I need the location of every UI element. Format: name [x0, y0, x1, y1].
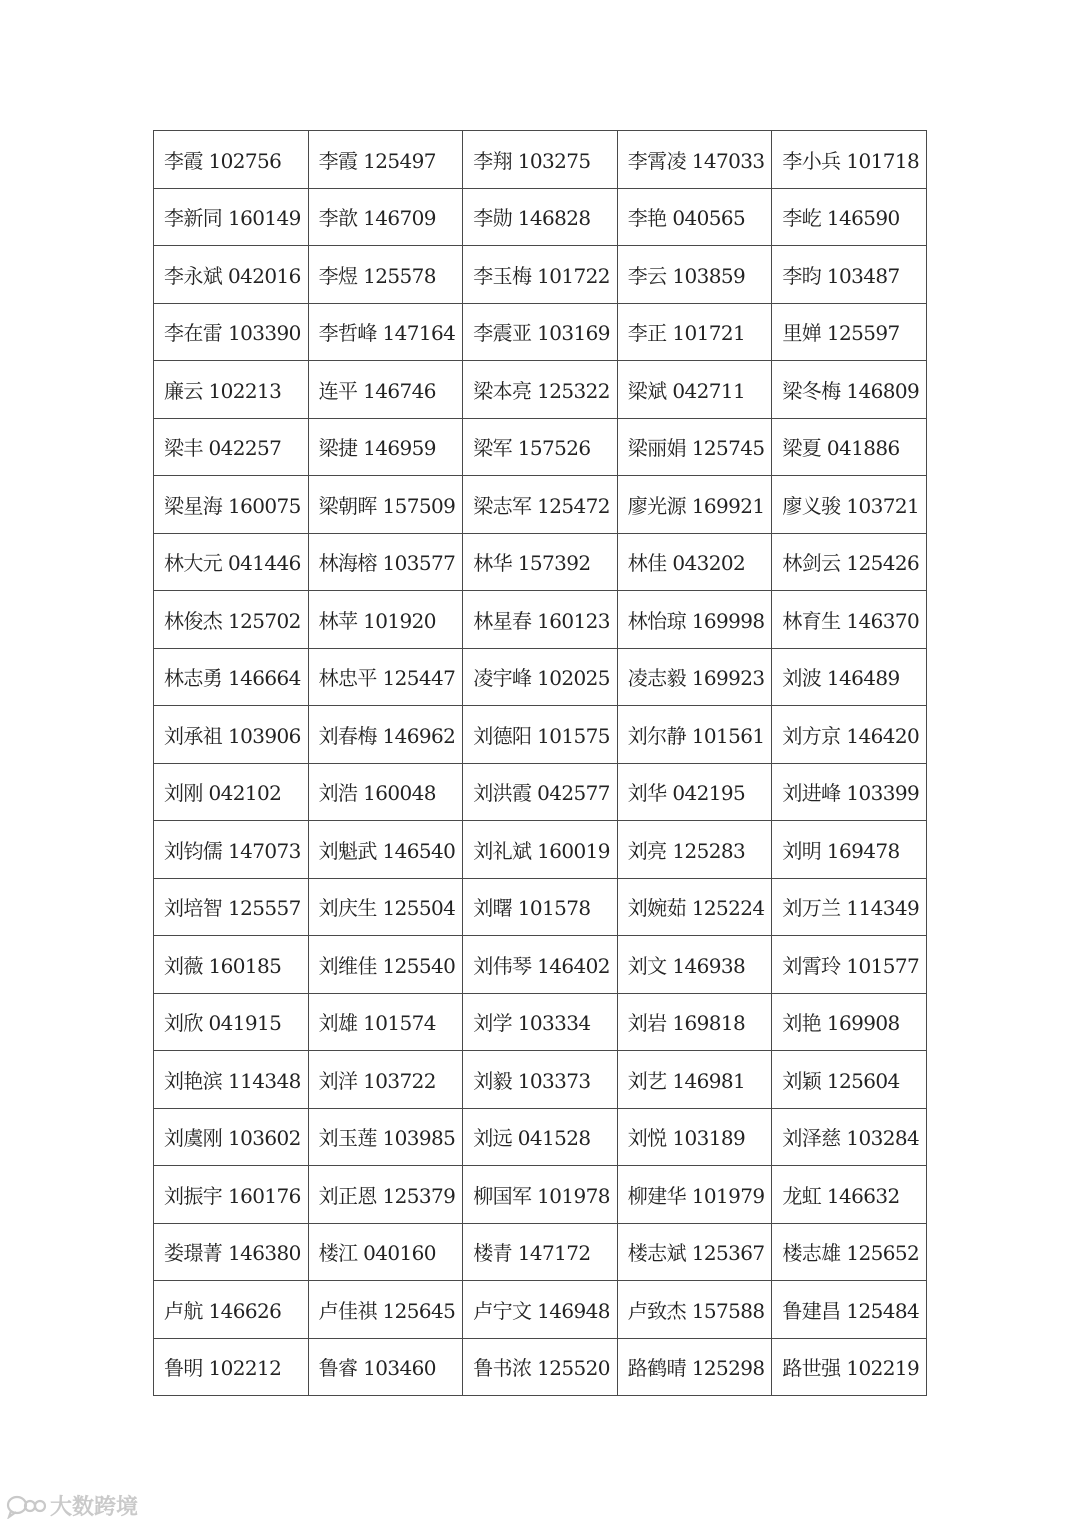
table-cell: 刘艳滨 114348 — [154, 1051, 309, 1109]
table-cell: 李煜 125578 — [308, 246, 463, 304]
table-cell: 楼志雄 125652 — [772, 1223, 927, 1281]
watermark — [6, 1490, 138, 1521]
table-cell: 刘波 146489 — [772, 648, 927, 706]
table-row — [154, 476, 927, 534]
table-row — [154, 821, 927, 879]
table-cell: 柳国军 101978 — [463, 1166, 618, 1224]
table-row — [154, 1051, 927, 1109]
table-row — [154, 1166, 927, 1224]
table-cell: 刘尔静 101561 — [617, 706, 772, 764]
table-row — [154, 1108, 927, 1166]
table-cell: 李霄凌 147033 — [617, 131, 772, 189]
table-cell: 刘欣 041915 — [154, 993, 309, 1051]
table-cell: 李翔 103275 — [463, 131, 618, 189]
table-cell: 刘婉茹 125224 — [617, 878, 772, 936]
table-cell: 刘魁武 146540 — [308, 821, 463, 879]
chat-bubbles-icon — [6, 1493, 46, 1519]
table-cell: 连平 146746 — [308, 361, 463, 419]
table-cell: 刘艳 169908 — [772, 993, 927, 1051]
table-cell: 林忠平 125447 — [308, 648, 463, 706]
table-cell: 李正 101721 — [617, 303, 772, 361]
table-cell: 刘颖 125604 — [772, 1051, 927, 1109]
table-cell: 路鹤晴 125298 — [617, 1338, 772, 1396]
table-cell: 路世强 102219 — [772, 1338, 927, 1396]
table-cell: 林剑云 125426 — [772, 533, 927, 591]
table-cell: 刘亮 125283 — [617, 821, 772, 879]
table-cell: 刘钧儒 147073 — [154, 821, 309, 879]
table-cell: 刘春梅 146962 — [308, 706, 463, 764]
table-cell: 梁本亮 125322 — [463, 361, 618, 419]
table-cell: 刘泽慈 103284 — [772, 1108, 927, 1166]
table-cell: 梁志军 125472 — [463, 476, 618, 534]
table-cell: 梁夏 041886 — [772, 418, 927, 476]
table-cell: 刘正恩 125379 — [308, 1166, 463, 1224]
table-cell: 梁军 157526 — [463, 418, 618, 476]
table-cell: 李昀 103487 — [772, 246, 927, 304]
table-cell: 林俊杰 125702 — [154, 591, 309, 649]
table-cell: 刘学 103334 — [463, 993, 618, 1051]
table-cell: 鲁明 102212 — [154, 1338, 309, 1396]
table-cell: 楼志斌 125367 — [617, 1223, 772, 1281]
table-cell: 卢宁文 146948 — [463, 1281, 618, 1339]
table-cell: 梁斌 042711 — [617, 361, 772, 419]
table-cell: 刘悦 103189 — [617, 1108, 772, 1166]
table-cell: 李新同 160149 — [154, 188, 309, 246]
table-cell: 刘万兰 114349 — [772, 878, 927, 936]
table-cell: 李玉梅 101722 — [463, 246, 618, 304]
table-row — [154, 648, 927, 706]
table-cell: 廉云 102213 — [154, 361, 309, 419]
table-row — [154, 993, 927, 1051]
table-cell: 刘明 169478 — [772, 821, 927, 879]
table-cell: 刘德阳 101575 — [463, 706, 618, 764]
table-row — [154, 246, 927, 304]
table-cell: 林华 157392 — [463, 533, 618, 591]
table-cell: 李歆 146709 — [308, 188, 463, 246]
table-cell: 李勋 146828 — [463, 188, 618, 246]
table-cell: 廖义骏 103721 — [772, 476, 927, 534]
table-cell: 李云 103859 — [617, 246, 772, 304]
table-cell: 娄璟菁 146380 — [154, 1223, 309, 1281]
table-cell: 林育生 146370 — [772, 591, 927, 649]
table-cell: 刘礼斌 160019 — [463, 821, 618, 879]
table-row — [154, 763, 927, 821]
table-cell: 刘艺 146981 — [617, 1051, 772, 1109]
table-row — [154, 188, 927, 246]
table-row — [154, 591, 927, 649]
table-cell: 卢佳祺 125645 — [308, 1281, 463, 1339]
table-cell: 刘进峰 103399 — [772, 763, 927, 821]
table-cell: 林佳 043202 — [617, 533, 772, 591]
table-body — [154, 131, 927, 1396]
table-cell: 凌宇峰 102025 — [463, 648, 618, 706]
table-cell: 刘曙 101578 — [463, 878, 618, 936]
table-cell: 刘华 042195 — [617, 763, 772, 821]
table-cell: 柳建华 101979 — [617, 1166, 772, 1224]
table-cell: 鲁睿 103460 — [308, 1338, 463, 1396]
table-row — [154, 1338, 927, 1396]
table-cell: 鲁书浓 125520 — [463, 1338, 618, 1396]
table-cell: 李霞 102756 — [154, 131, 309, 189]
table-row — [154, 131, 927, 189]
table-cell: 李艳 040565 — [617, 188, 772, 246]
table-cell: 刘庆生 125504 — [308, 878, 463, 936]
table-cell: 刘刚 042102 — [154, 763, 309, 821]
table-cell: 鲁建昌 125484 — [772, 1281, 927, 1339]
table-row — [154, 361, 927, 419]
table-row — [154, 418, 927, 476]
table-cell: 林怡琼 169998 — [617, 591, 772, 649]
table-row — [154, 1281, 927, 1339]
table-cell: 龙虹 146632 — [772, 1166, 927, 1224]
table-cell: 林苹 101920 — [308, 591, 463, 649]
table-cell: 刘远 041528 — [463, 1108, 618, 1166]
table-cell: 刘薇 160185 — [154, 936, 309, 994]
table-cell: 刘培智 125557 — [154, 878, 309, 936]
table-cell: 梁冬梅 146809 — [772, 361, 927, 419]
table-cell: 李在雷 103390 — [154, 303, 309, 361]
table-row — [154, 878, 927, 936]
table-cell: 刘虞刚 103602 — [154, 1108, 309, 1166]
table-cell: 刘洪霞 042577 — [463, 763, 618, 821]
table-cell: 凌志毅 169923 — [617, 648, 772, 706]
table-cell: 李霞 125497 — [308, 131, 463, 189]
table-cell: 刘浩 160048 — [308, 763, 463, 821]
table-cell: 刘维佳 125540 — [308, 936, 463, 994]
table-cell: 林星春 160123 — [463, 591, 618, 649]
table-cell: 卢航 146626 — [154, 1281, 309, 1339]
table-cell: 刘毅 103373 — [463, 1051, 618, 1109]
table-cell: 李屹 146590 — [772, 188, 927, 246]
table-cell: 李小兵 101718 — [772, 131, 927, 189]
table-cell: 刘岩 169818 — [617, 993, 772, 1051]
table-cell: 李永斌 042016 — [154, 246, 309, 304]
table-cell: 刘玉莲 103985 — [308, 1108, 463, 1166]
table-cell: 刘承祖 103906 — [154, 706, 309, 764]
table-cell: 梁丰 042257 — [154, 418, 309, 476]
table-cell: 刘霄玲 101577 — [772, 936, 927, 994]
table-cell: 刘伟琴 146402 — [463, 936, 618, 994]
table-cell: 林志勇 146664 — [154, 648, 309, 706]
table-cell: 刘洋 103722 — [308, 1051, 463, 1109]
table-row — [154, 303, 927, 361]
table-cell: 刘文 146938 — [617, 936, 772, 994]
table-cell: 梁捷 146959 — [308, 418, 463, 476]
table-row — [154, 533, 927, 591]
table-row — [154, 706, 927, 764]
name-list-table — [153, 130, 927, 1396]
table-row — [154, 1223, 927, 1281]
watermark-text: 大数跨境 — [50, 1495, 139, 1520]
table-cell: 楼江 040160 — [308, 1223, 463, 1281]
table-cell: 刘振宇 160176 — [154, 1166, 309, 1224]
table-cell: 林大元 041446 — [154, 533, 309, 591]
table-cell: 李震亚 103169 — [463, 303, 618, 361]
table-cell: 李哲峰 147164 — [308, 303, 463, 361]
table-cell: 廖光源 169921 — [617, 476, 772, 534]
table-cell: 里婵 125597 — [772, 303, 927, 361]
table-cell: 卢致杰 157588 — [617, 1281, 772, 1339]
table-cell: 刘雄 101574 — [308, 993, 463, 1051]
table-cell: 梁星海 160075 — [154, 476, 309, 534]
table-row — [154, 936, 927, 994]
table-cell: 林海榕 103577 — [308, 533, 463, 591]
table-cell: 梁朝晖 157509 — [308, 476, 463, 534]
table-cell: 梁丽娟 125745 — [617, 418, 772, 476]
table-cell: 刘方京 146420 — [772, 706, 927, 764]
table-cell: 楼青 147172 — [463, 1223, 618, 1281]
